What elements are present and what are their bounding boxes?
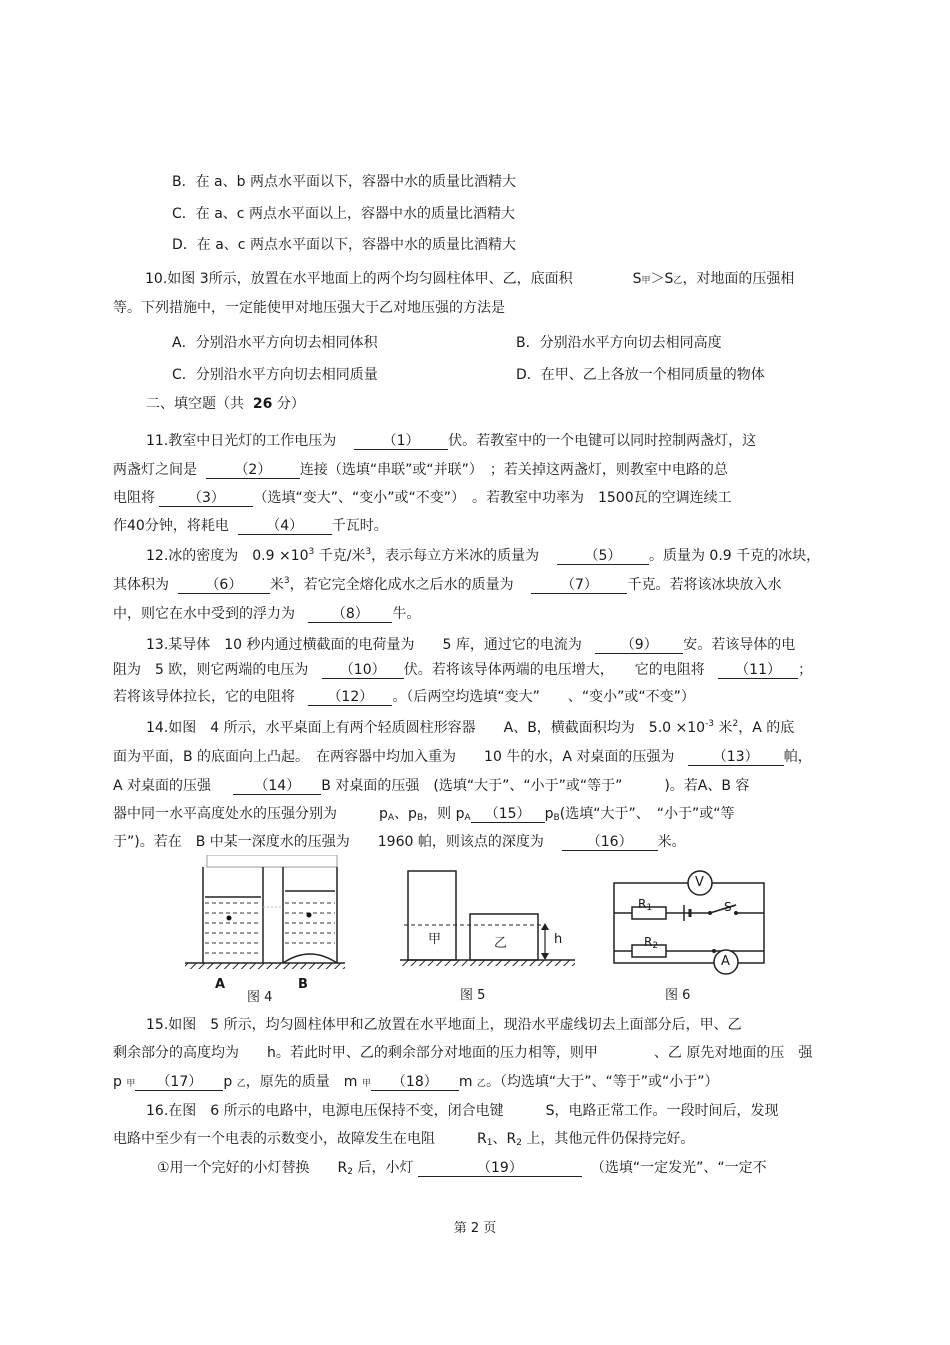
q14-line5: 于”)。若在 B 中某一深度水的压强为 1960 帕，则该点的深度为 （16） 米。 bbox=[113, 834, 686, 850]
option-10b: B．分别沿水平方向切去相同高度 bbox=[516, 335, 722, 351]
q11-line3: 电阻将 （3） （选填“变大”、“变小”或“不变”） 。若教室中功率为 1500瓦的空调连续工 bbox=[113, 490, 732, 506]
option-10c: C．分别沿水平方向切去相同质量 bbox=[172, 367, 378, 383]
figure-6-caption: 图 6 bbox=[665, 988, 691, 1003]
q11-line4: 作40分钟，将耗电 （4） 千瓦时。 bbox=[113, 518, 388, 534]
q10-stem-line1: 10.如图 3所示，放置在水平地面上的两个均匀圆柱体甲、乙，底面积 S甲＞S乙，对地面的压强相 bbox=[145, 271, 795, 287]
page-number: 第 2 页 bbox=[453, 1221, 497, 1236]
figure-5-yi-label: 乙 bbox=[494, 936, 508, 951]
q10-stem-line2: 等。下列措施中，一定能使甲对地压强大于乙对地压强的方法是 bbox=[113, 300, 505, 316]
q16-line1: 16.在图 6 所示的电路中，电源电压保持不变，闭合电键 S，电路正常工作。一段时间后，发现 bbox=[146, 1103, 779, 1119]
blank-18: （18） bbox=[371, 1074, 459, 1091]
switch-label: S bbox=[724, 900, 732, 914]
q12-line1: 12.冰的密度为 $0.9 \times 10^3$ 千克/米$^3$，表示每立方米冰的质量为 （5） 。质量为 0.9 千克的冰块， bbox=[146, 547, 821, 564]
option-9b: B．在 a、b 两点水平面以下，容器中水的质量比酒精大 bbox=[172, 174, 516, 190]
option-10d: D．在甲、乙上各放一个相同质量的物体 bbox=[516, 367, 765, 383]
r2-label: $R_2$ bbox=[644, 935, 659, 951]
q13-line2: 阻为 5 欧，则它两端的电压为 （10） 伏。若将该导体两端的电压增大， 它的电阻将 （11） ； bbox=[113, 662, 813, 678]
blank-6: （6） bbox=[178, 577, 270, 594]
blank-19: （19） bbox=[418, 1160, 582, 1177]
blank-7: （7） bbox=[531, 577, 627, 594]
blank-12: （12） bbox=[308, 689, 392, 706]
figure-4-caption: 图 4 bbox=[247, 990, 273, 1005]
q11-line1: 11.教室中日光灯的工作电压为 （1） 伏。若教室中的一个电键可以同时控制两盏灯，这 bbox=[146, 433, 757, 449]
figure-5-caption: 图 5 bbox=[460, 988, 486, 1003]
figure-5-h-label: h bbox=[554, 932, 563, 947]
option-9c: C．在 a、c 两点水平面以上，容器中水的质量比酒精大 bbox=[172, 206, 515, 222]
q12-line3: 中，则它在水中受到的浮力为 （8） 牛。 bbox=[113, 606, 421, 622]
blank-17: （17） bbox=[135, 1074, 223, 1091]
blank-8: （8） bbox=[308, 606, 392, 623]
q14-line3: A 对桌面的压强 （14） B 对桌面的压强 (选填“大于”、“小于”或“等于” )。若A、B 容 bbox=[113, 778, 750, 794]
q12-line2: 其体积为 （6） 米$^3$，若它完全熔化成水之后水的质量为 （7） 千克。若将该冰块放入水 bbox=[113, 576, 782, 593]
blank-14: （14） bbox=[233, 778, 321, 795]
blank-16: （16） bbox=[562, 834, 658, 851]
blank-11: （11） bbox=[718, 662, 798, 679]
q15-line2: 剩余部分的高度均为 h。若此时甲、乙的剩余部分对地面的压力相等，则甲 、乙 原先对地面的压 强 bbox=[113, 1045, 813, 1061]
r1-label: $R_1$ bbox=[638, 897, 653, 913]
blank-13: （13） bbox=[688, 749, 784, 766]
blank-3: （3） bbox=[159, 490, 253, 507]
option-10a: A．分别沿水平方向切去相同体积 bbox=[172, 335, 378, 351]
blank-1: （1） bbox=[354, 433, 448, 450]
option-9d: D．在 a、c 两点水平面以下，容器中水的质量比酒精大 bbox=[172, 237, 516, 253]
blank-4: （4） bbox=[238, 518, 332, 535]
figure-4-containers bbox=[185, 855, 345, 990]
section-heading: 二、填空题（共 26 分） bbox=[146, 396, 305, 412]
figure-4-label-b: B bbox=[298, 977, 308, 992]
q13-line1: 13.某导体 10 秒内通过横截面的电荷量为 5 库，通过它的电流为 （9） 安。若该导体的电 bbox=[146, 637, 796, 653]
q15-line1: 15.如图 5 所示，均匀圆柱体甲和乙放置在水平地面上，现沿水平虚线切去上面部分后，甲、乙 bbox=[146, 1017, 742, 1033]
q16-line3: ①用一个完好的小灯替换 $R_2$ 后，小灯 （19） （选填“一定发光”、“一定不 bbox=[157, 1160, 767, 1177]
figure-5-cylinders bbox=[400, 866, 575, 978]
blank-10: （10） bbox=[322, 662, 404, 679]
q13-line3: 若将该导体拉长，它的电阻将 （12） 。（后两空均选填“变大” 、“变小”或“不变”） bbox=[113, 689, 695, 705]
q15-line3: p 甲 （17） p 乙，原先的质量 m 甲 （18） m 乙。（均选填“大于”、“等于”或“小于”） bbox=[113, 1074, 719, 1090]
q14-line2: 面为平面，B 的底面向上凸起。 在两容器中均加入重为 10 牛的水，A 对桌面的压强为 （13） 帕， bbox=[113, 749, 812, 765]
figure-5-jia-label: 甲 bbox=[428, 932, 442, 947]
blank-9: （9） bbox=[595, 637, 683, 654]
q14-line4: 器中同一水平高度处水的压强分别为 $p_A$、$p_B$，则 $p_A$ （15） $p_B$(选填“大于”、 “小于”或“等 bbox=[113, 806, 735, 823]
blank-5: （5） bbox=[557, 548, 649, 565]
q14-line1: 14.如图 4 所示，水平桌面上有两个轻质圆柱形容器 A、B，横截面积均为 $5.0 \times 10^{-3}$ 米$^2$，A 的底 bbox=[146, 719, 795, 736]
figure-4-label-a: A bbox=[215, 977, 226, 992]
q11-line2: 两盏灯之间是 （2） 连接（选填“串联”或“并联”） ；若关掉这两盏灯，则教室中电路的总 bbox=[113, 462, 728, 478]
voltmeter-label: V bbox=[695, 875, 704, 890]
ammeter-label: A bbox=[721, 954, 730, 969]
q16-line2: 电路中至少有一个电表的示数变小，故障发生在电阻 $R_1$、$R_2$ 上，其他元件仍保持完好。 bbox=[113, 1131, 695, 1148]
blank-2: （2） bbox=[206, 462, 300, 479]
blank-15: （15） bbox=[471, 806, 545, 823]
